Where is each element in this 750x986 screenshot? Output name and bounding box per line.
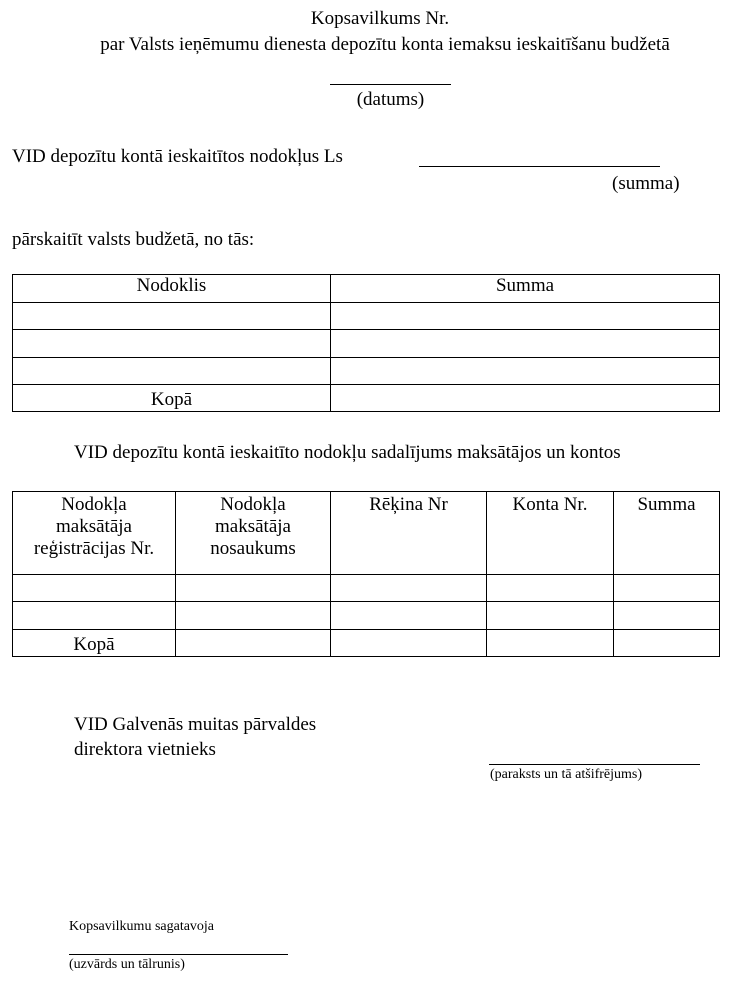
table-cell — [13, 575, 176, 602]
document-title: Kopsavilkums Nr. — [310, 8, 450, 29]
table-row — [13, 330, 720, 358]
sum-caption: (summa) — [612, 173, 680, 194]
total-label: Kopā — [13, 630, 176, 657]
sum-blank-line — [419, 166, 660, 167]
table-cell — [13, 602, 176, 630]
column-header-taxpayer-name — [176, 492, 331, 575]
signatory-position-line2: direktora vietnieks — [74, 739, 216, 760]
signature-caption: (paraksts un tā atšifrējums) — [490, 767, 643, 782]
deposit-text: VID depozītu kontā ieskaitītos nodokļus Ls — [12, 146, 343, 167]
signatory-position-line1: VID Galvenās muitas pārvaldes — [74, 714, 317, 735]
total-value — [331, 385, 720, 412]
transfer-text: pārskaitīt valsts budžetā, no tās: — [12, 229, 255, 250]
total-label: Kopā — [13, 385, 331, 412]
table-total-row — [13, 630, 720, 657]
table-cell — [487, 630, 614, 657]
table-header-row — [13, 492, 720, 575]
column-header-sum: Summa — [331, 275, 720, 303]
column-header-sum: Summa — [614, 492, 720, 575]
table-row — [13, 602, 720, 630]
table-cell — [614, 602, 720, 630]
table-row — [13, 575, 720, 602]
header-line: reģistrācijas Nr. — [33, 538, 155, 559]
header-line: Nodokļa — [220, 494, 286, 515]
table-cell — [13, 358, 331, 385]
table-cell — [331, 330, 720, 358]
table-cell — [176, 630, 331, 657]
table-cell — [331, 303, 720, 330]
prepared-by-caption: (uzvārds un tālrunis) — [69, 957, 185, 972]
table-row — [13, 358, 720, 385]
header-line: maksātāja — [56, 516, 132, 537]
table-cell — [13, 330, 331, 358]
column-header-registration-no — [13, 492, 176, 575]
table-total-row — [13, 385, 720, 412]
date-blank-line — [330, 84, 451, 85]
table-cell — [614, 575, 720, 602]
table-cell — [614, 630, 720, 657]
header-line: Nodokļa — [61, 494, 127, 515]
date-caption: (datums) — [356, 89, 425, 110]
table-cell — [331, 602, 487, 630]
header-line: maksātāja — [215, 516, 291, 537]
column-header-invoice-no: Rēķina Nr — [331, 492, 487, 575]
section-title: VID depozītu kontā ieskaitīto nodokļu sadalījums maksātājos un kontos — [74, 442, 621, 463]
table-header-row — [13, 275, 720, 303]
table-cell — [176, 575, 331, 602]
prepared-by-label: Kopsavilkumu sagatavoja — [69, 919, 215, 934]
table-cell — [487, 575, 614, 602]
table-cell — [176, 602, 331, 630]
header-line: nosaukums — [210, 538, 296, 559]
table-cell — [331, 630, 487, 657]
prepared-by-blank-line — [69, 954, 288, 955]
table-cell — [331, 575, 487, 602]
document-subtitle: par Valsts ieņēmumu dienesta depozītu konta iemaksu ieskaitīšanu budžetā — [100, 34, 670, 55]
tax-summary-table — [12, 274, 720, 412]
table-cell — [487, 602, 614, 630]
taxpayer-breakdown-table — [12, 491, 720, 657]
column-header-tax: Nodoklis — [13, 275, 331, 303]
column-header-account-no: Konta Nr. — [487, 492, 614, 575]
signature-blank-line — [489, 764, 700, 765]
table-cell — [13, 303, 331, 330]
table-row — [13, 303, 720, 330]
table-cell — [331, 358, 720, 385]
